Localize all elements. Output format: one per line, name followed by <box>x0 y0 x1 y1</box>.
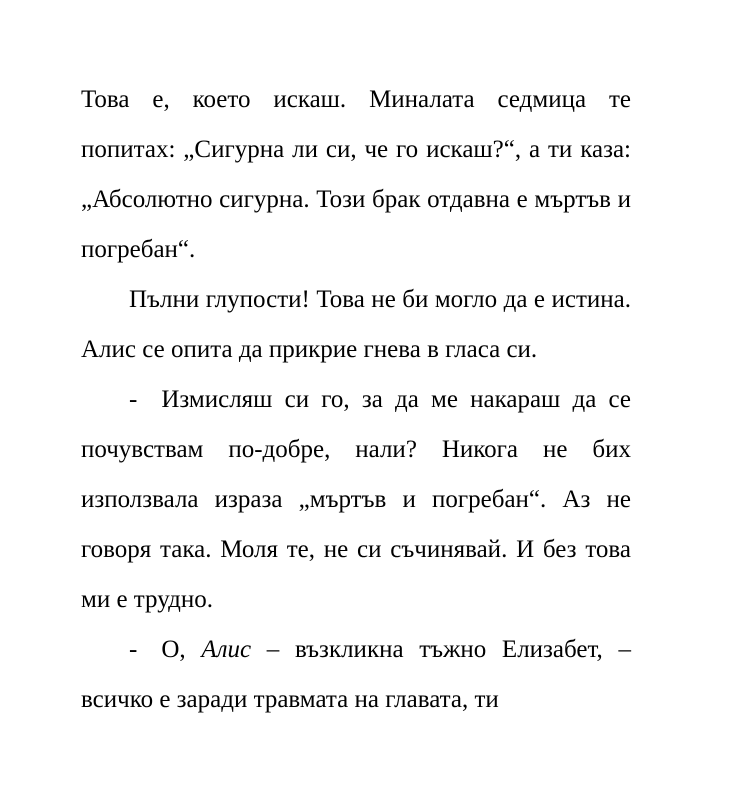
paragraph-4-text-end: – възкликна тъжно Елизабет, – всичко е заради травмата на главата, ти <box>81 636 631 713</box>
dialogue-dash: - <box>129 636 138 663</box>
paragraph-4 <box>81 625 631 725</box>
paragraph-2: Пълни глупости! Това не би могло да е истина. Алис се опита да прикрие гнева в гласа си. <box>81 286 631 363</box>
document-page <box>81 75 631 725</box>
paragraph-3-text: Измисляш си го, за да ме накараш да се почувствам по-добре, нали? Никога не бих използвала израза „мъртъв и погребан“. Аз не говоря така. Моля те, не си съчинявай. И без това ми е трудно. <box>81 386 631 613</box>
dialogue-dash: - <box>129 386 138 413</box>
paragraph-3 <box>81 375 631 625</box>
paragraph-4-name-italic: Алис <box>201 636 252 663</box>
paragraph-4-text-start: О, <box>161 636 202 663</box>
paragraph-1: Това е, което искаш. Миналата седмица те попитах: „Сигурна ли си, че го искаш?“, а ти каза: „Абсолютно сигурна. Този брак отдавна е мъртъв и погребан“. <box>81 86 631 263</box>
